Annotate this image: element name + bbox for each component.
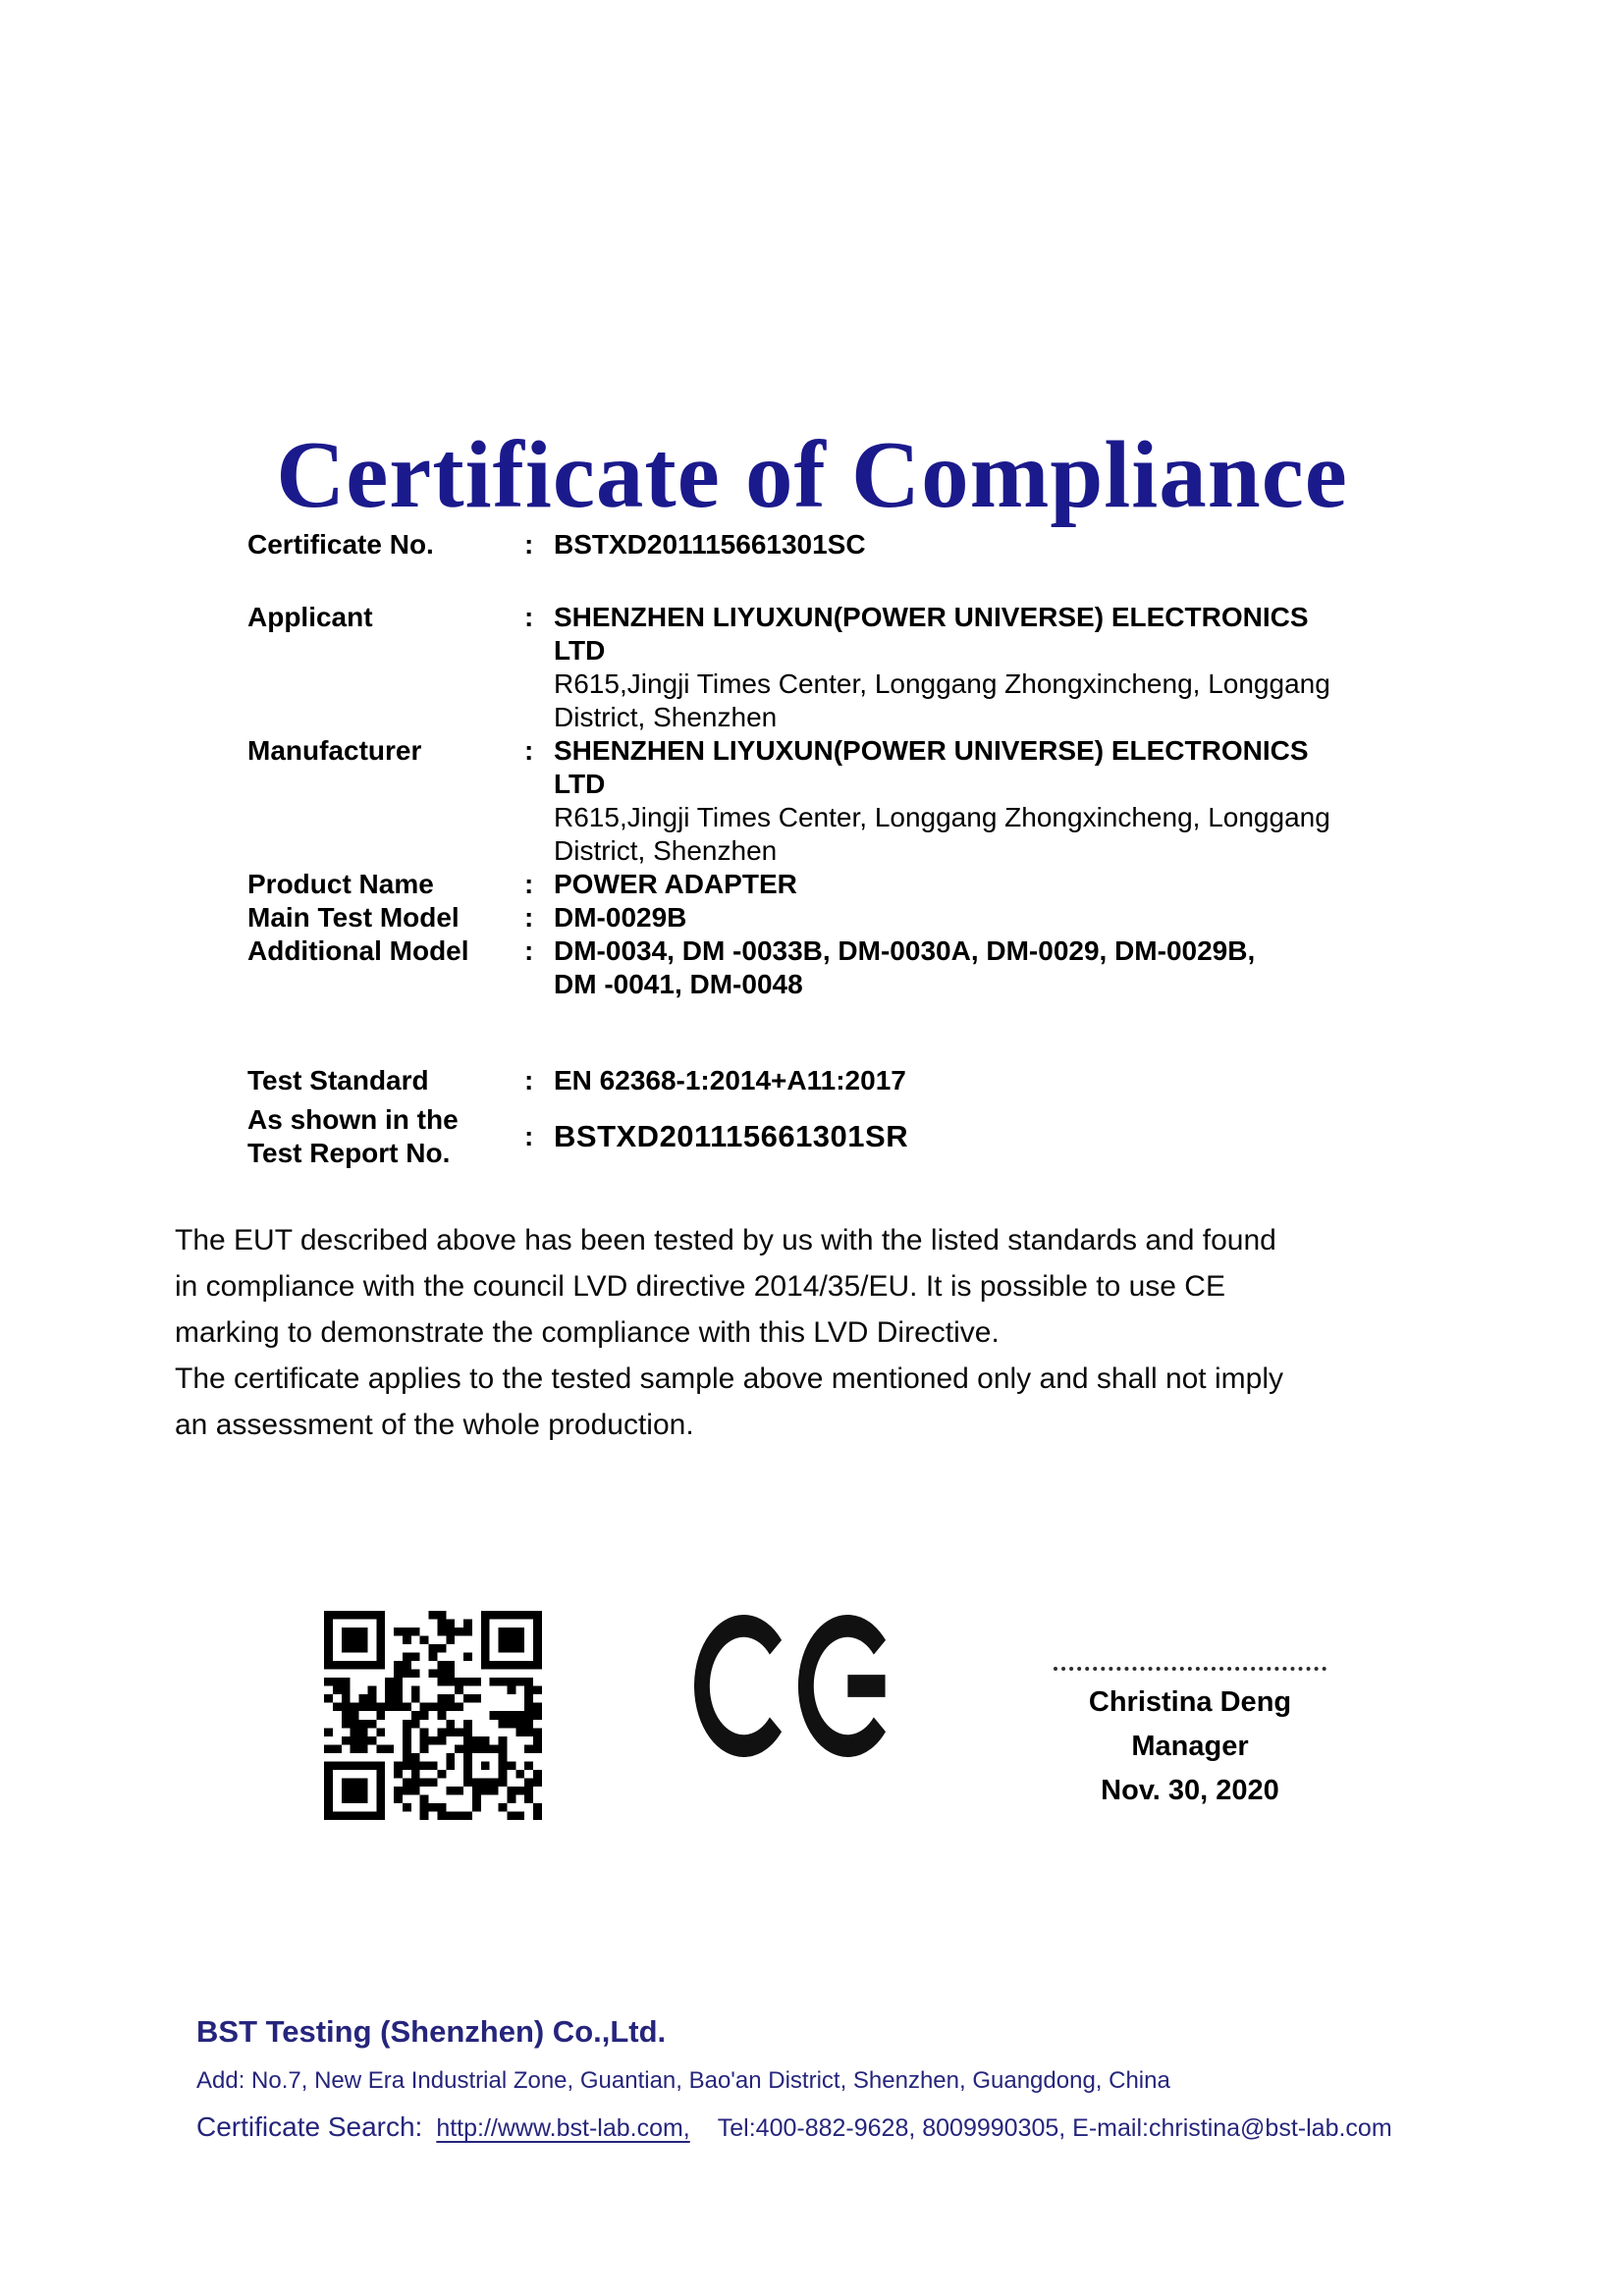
text-line: R615,Jingji Times Center, Longgang Zhongxincheng, Longgang <box>554 802 1330 832</box>
qr-code <box>324 1611 542 1820</box>
applicant-name <box>554 601 1418 667</box>
applicant-value <box>554 601 1418 734</box>
additional-model-value <box>554 934 1418 1001</box>
text-line: The EUT described above has been tested by us with the listed standards and found <box>175 1224 1276 1256</box>
field-row-test-report <box>247 1103 1418 1170</box>
signatory-name: Christina Deng <box>1088 1686 1292 1718</box>
field-label <box>247 1103 524 1170</box>
applicant-address <box>554 667 1418 734</box>
footer-contact: Tel:400-882-9628, 8009990305, E-mail:christina@bst-lab.com <box>717 2114 1392 2142</box>
certificate-search-url-link[interactable]: http://www.bst-lab.com, <box>436 2114 690 2142</box>
page-title: Certificate of Compliance <box>276 421 1348 527</box>
field-row-manufacturer <box>247 734 1418 868</box>
text-line: an assessment of the whole production. <box>175 1409 694 1441</box>
field-label: Applicant <box>247 602 373 632</box>
body-text <box>175 1217 1461 1448</box>
field-row-product-name <box>247 868 1418 901</box>
footer-address: Add: No.7, New Era Industrial Zone, Guantian, Bao'an District, Shenzhen, Guangdong, China <box>196 2067 1170 2094</box>
text-line: Test Report No. <box>247 1138 451 1168</box>
field-row-certificate-no <box>247 528 1418 561</box>
footer <box>196 2014 1473 2143</box>
signatory-role: Manager <box>1131 1731 1249 1762</box>
text-line: in compliance with the council LVD directive 2014/35/EU. It is possible to use CE <box>175 1270 1225 1303</box>
text-line: SHENZHEN LIYUXUN(POWER UNIVERSE) ELECTRONICS <box>554 735 1309 766</box>
field-label: Product Name <box>247 869 434 899</box>
field-row-additional-model <box>247 934 1418 1001</box>
field-row-test-standard <box>247 1064 1418 1097</box>
ce-mark-icon <box>694 1615 887 1757</box>
text-line: marking to demonstrate the compliance with this LVD Directive. <box>175 1316 1000 1349</box>
certificate-search-label: Certificate Search: <box>196 2111 423 2142</box>
colon-separator: : <box>524 902 534 933</box>
field-label: Manufacturer <box>247 735 422 766</box>
signature-dotted-line <box>1054 1667 1326 1671</box>
field-label: Main Test Model <box>247 902 460 933</box>
signature-date: Nov. 30, 2020 <box>1101 1775 1279 1806</box>
text-line: LTD <box>554 769 606 799</box>
text-line: As shown in the <box>247 1104 459 1135</box>
text-line: District, Shenzhen <box>554 835 778 866</box>
colon-separator: : <box>524 1121 534 1151</box>
manufacturer-value <box>554 734 1418 868</box>
text-line: LTD <box>554 635 606 666</box>
colon-separator: : <box>524 1065 534 1095</box>
signature-block <box>1043 1667 1337 1813</box>
text-line: R615,Jingji Times Center, Longgang Zhongxincheng, Longgang <box>554 668 1330 699</box>
text-line: DM-0034, DM -0033B, DM-0030A, DM-0029, DM-0029B, <box>554 935 1256 966</box>
info-section <box>247 528 1418 1170</box>
test-report-value: BSTXD201115661301SR <box>554 1119 909 1153</box>
test-standard-value: EN 62368-1:2014+A11:2017 <box>554 1065 906 1095</box>
text-line: The certificate applies to the tested sample above mentioned only and shall not imply <box>175 1362 1283 1395</box>
product-name-value: POWER ADAPTER <box>554 869 797 899</box>
text-line: DM -0041, DM-0048 <box>554 969 803 999</box>
field-label: Additional Model <box>247 935 469 966</box>
certificate-no-value: BSTXD201115661301SC <box>554 529 866 560</box>
text-line: District, Shenzhen <box>554 702 778 732</box>
main-test-model-value: DM-0029B <box>554 902 687 933</box>
colon-separator: : <box>524 869 534 899</box>
footer-company-name: BST Testing (Shenzhen) Co.,Ltd. <box>196 2014 667 2049</box>
field-row-applicant <box>247 601 1418 734</box>
text-line: SHENZHEN LIYUXUN(POWER UNIVERSE) ELECTRONICS <box>554 602 1309 632</box>
colon-separator: : <box>524 529 534 560</box>
field-row-main-test-model <box>247 901 1418 934</box>
colon-separator: : <box>524 735 534 766</box>
field-label: Certificate No. <box>247 529 434 560</box>
colon-separator: : <box>524 602 534 632</box>
colon-separator: : <box>524 935 534 966</box>
certificate-search-line <box>196 2111 1473 2143</box>
manufacturer-address <box>554 801 1418 868</box>
manufacturer-name <box>554 734 1418 801</box>
field-label: Test Standard <box>247 1065 429 1095</box>
